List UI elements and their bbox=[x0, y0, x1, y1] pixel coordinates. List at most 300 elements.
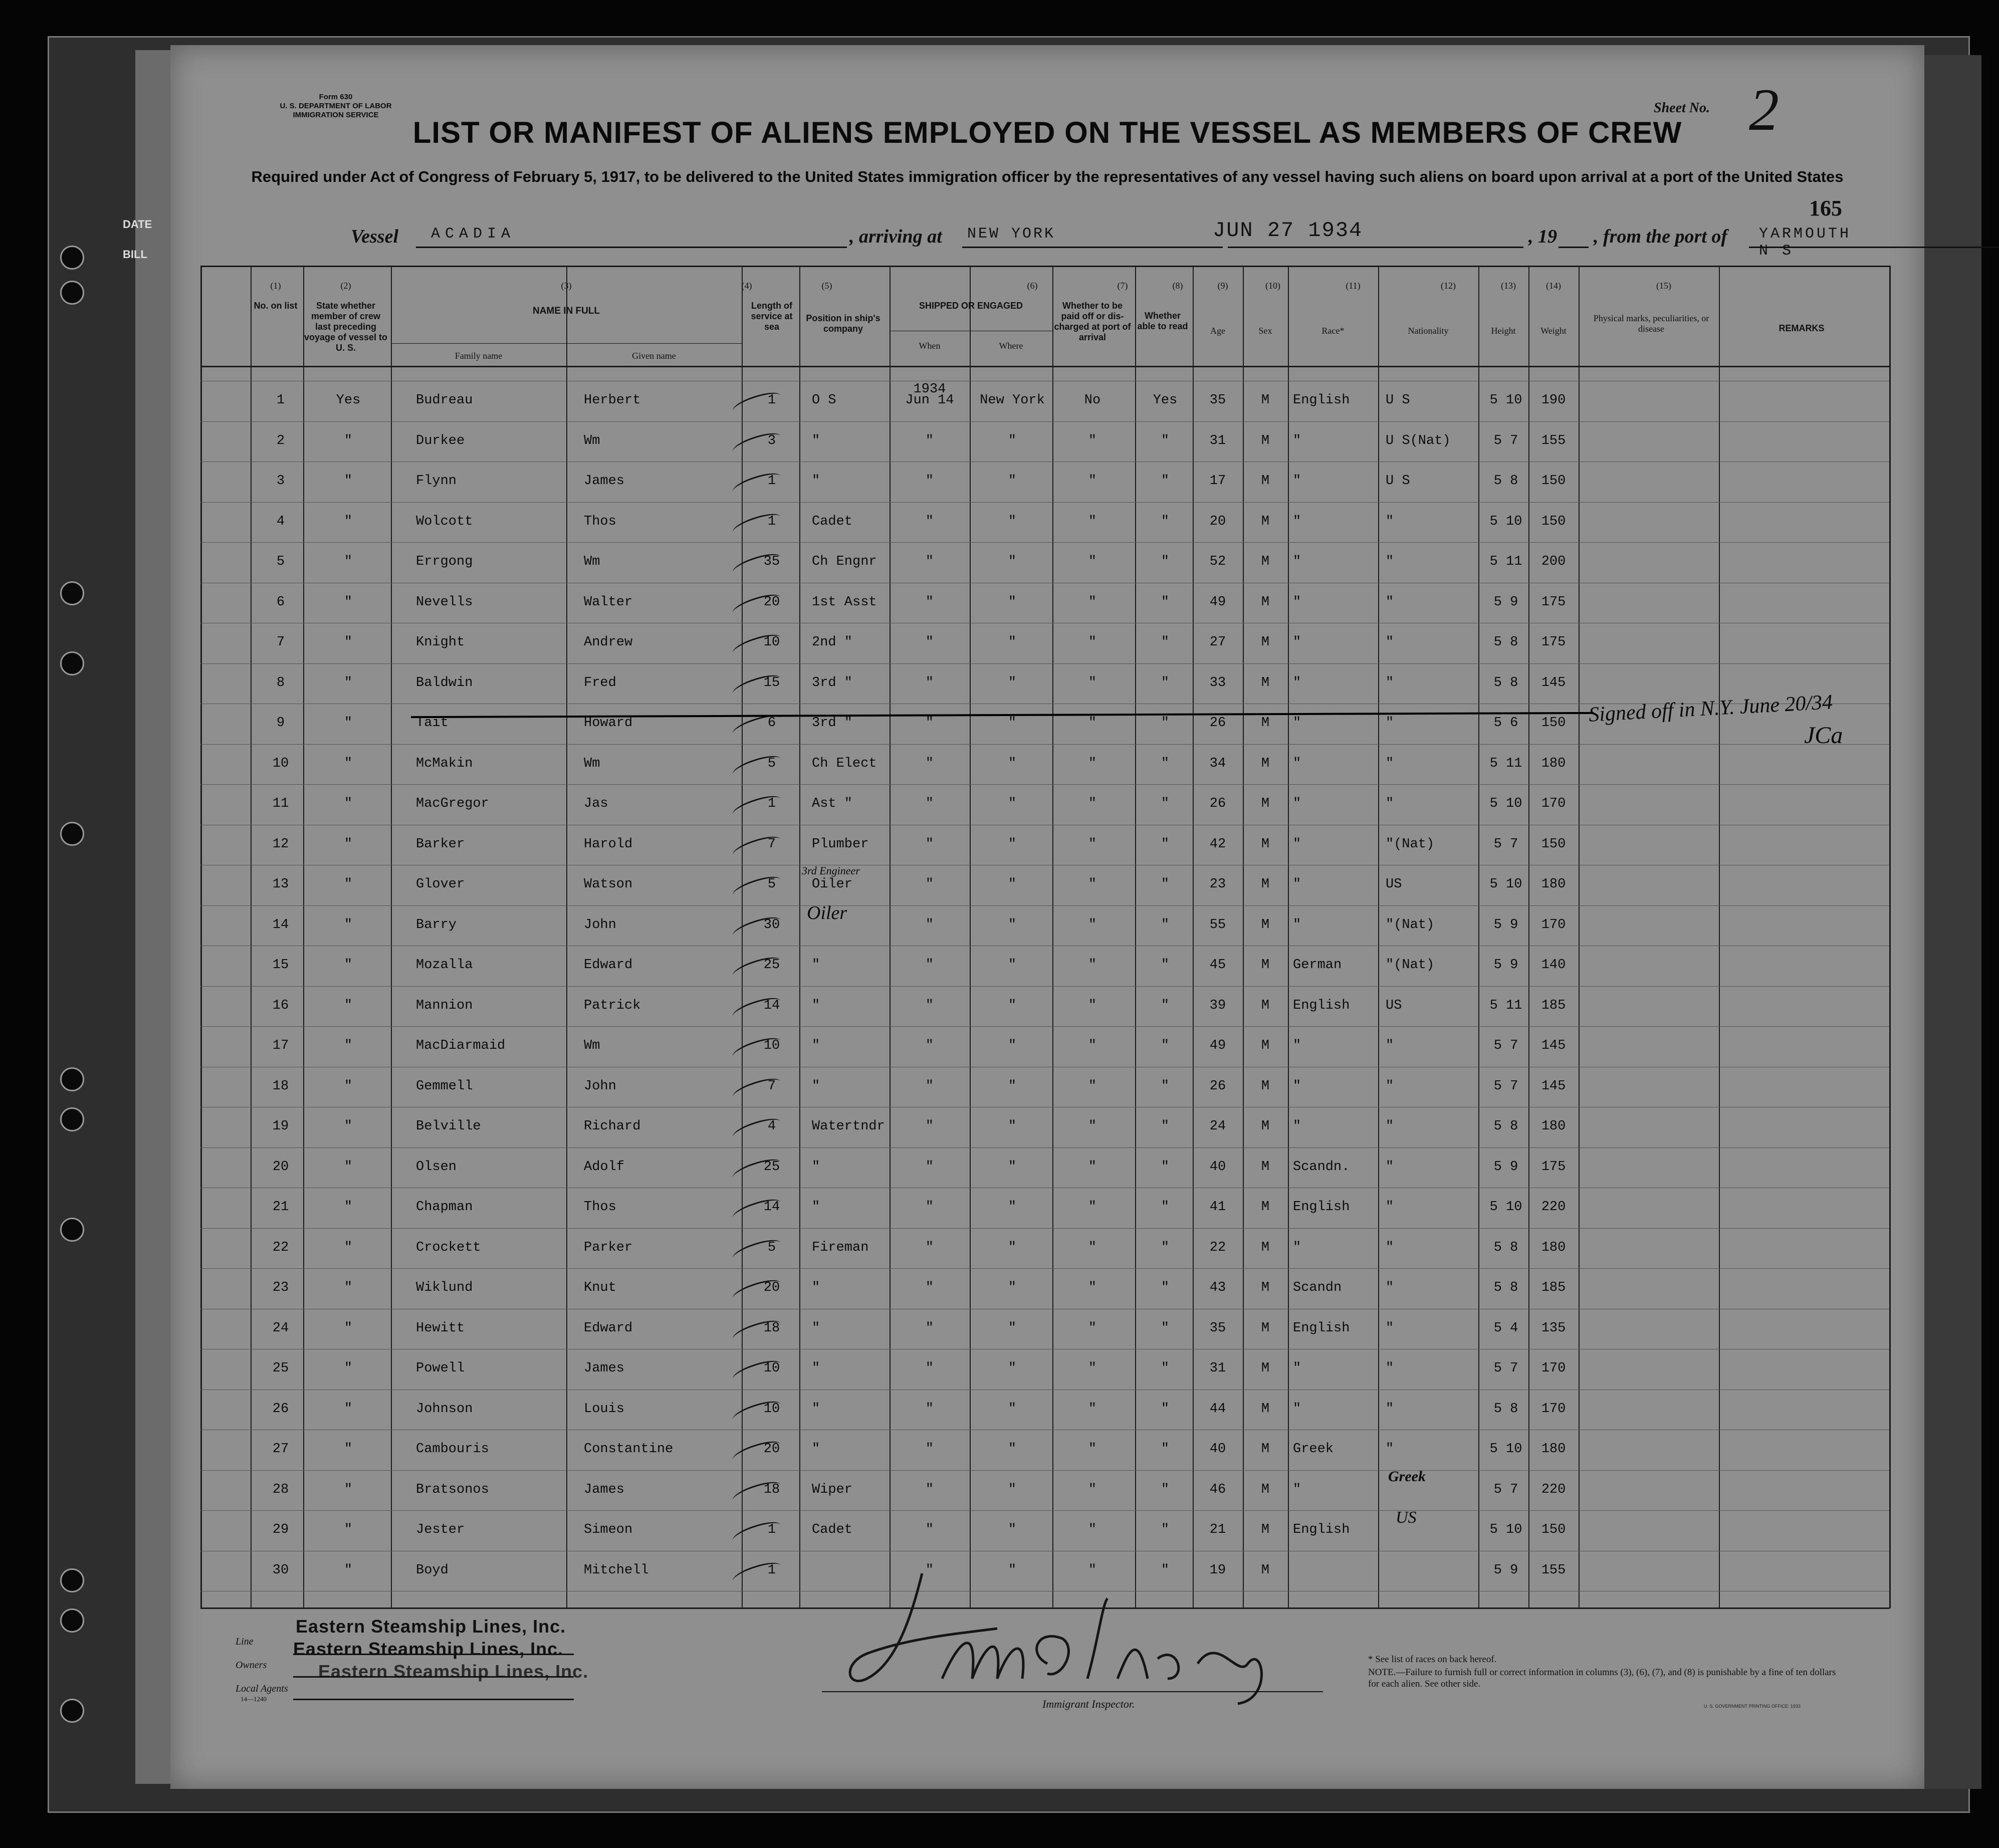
line-stamp: Eastern Steamship Lines, Inc. bbox=[296, 1616, 566, 1637]
cell-shipped-when: " bbox=[925, 796, 934, 812]
cell-age: 40 bbox=[1209, 1159, 1226, 1175]
cell-sex: M bbox=[1261, 917, 1270, 933]
table-row bbox=[200, 1430, 1889, 1470]
cell-sex: M bbox=[1261, 1320, 1270, 1336]
col-num-8: (8) bbox=[1172, 281, 1183, 291]
cell-weight: 145 bbox=[1541, 675, 1566, 690]
cell-family-name: Gemmell bbox=[416, 1078, 473, 1094]
cell-position: 1st Asst bbox=[812, 594, 877, 610]
cell-sex: M bbox=[1261, 716, 1270, 731]
cell-family-name: Jester bbox=[416, 1522, 465, 1538]
cell-age: 35 bbox=[1209, 393, 1226, 408]
cell-weight: 220 bbox=[1541, 1482, 1566, 1497]
cell-shipped-where: " bbox=[1008, 1522, 1017, 1538]
cell-row-number: 8 bbox=[276, 675, 285, 690]
inspector-label: Immigrant Inspector. bbox=[1042, 1698, 1135, 1710]
cell-shipped-where: " bbox=[1008, 756, 1017, 771]
cell-given-name: Knut bbox=[584, 1280, 616, 1296]
cell-row-number: 24 bbox=[272, 1320, 289, 1336]
cell-given-name: Jas bbox=[584, 796, 608, 812]
cell-able-read: " bbox=[1161, 635, 1170, 650]
cell-age: 26 bbox=[1209, 796, 1226, 812]
arrival-date: JUN 27 1934 bbox=[1213, 218, 1363, 243]
cell-service-years: 15 bbox=[763, 675, 780, 690]
cell-family-name: Belville bbox=[416, 1119, 481, 1134]
header-shipped: SHIPPED OR ENGAGED bbox=[919, 301, 1023, 311]
cell-previous-voyage: " bbox=[344, 796, 353, 812]
cell-shipped-when: " bbox=[925, 1119, 934, 1134]
cell-family-name: Barry bbox=[416, 917, 457, 933]
cell-paid-off: " bbox=[1088, 635, 1097, 650]
cell-given-name: Herbert bbox=[584, 393, 641, 408]
cell-previous-voyage: " bbox=[344, 1280, 353, 1296]
cell-shipped-where: New York bbox=[980, 393, 1045, 408]
cell-shipped-where: " bbox=[1008, 1280, 1017, 1296]
table-row bbox=[200, 986, 1889, 1027]
cell-age: 49 bbox=[1209, 1038, 1226, 1054]
cell-sex: M bbox=[1261, 1401, 1270, 1417]
cell-sex: M bbox=[1261, 1038, 1270, 1054]
cell-weight: 155 bbox=[1541, 1562, 1566, 1578]
cell-height: 5 8 bbox=[1493, 1119, 1518, 1134]
cell-able-read: " bbox=[1161, 675, 1170, 690]
cell-shipped-when: " bbox=[925, 998, 934, 1013]
cell-family-name: Mozalla bbox=[416, 958, 473, 973]
header-name-in-full: NAME IN FULL bbox=[532, 306, 600, 316]
cell-race: " bbox=[1293, 675, 1301, 690]
cell-able-read: " bbox=[1161, 1200, 1170, 1215]
cell-height: 5 8 bbox=[1493, 635, 1518, 650]
cell-sex: M bbox=[1261, 594, 1270, 610]
cell-row-number: 18 bbox=[272, 1078, 289, 1094]
cell-weight: 155 bbox=[1541, 433, 1566, 448]
table-row bbox=[200, 1228, 1889, 1269]
cell-shipped-where: " bbox=[1008, 1159, 1017, 1175]
cell-shipped-where: " bbox=[1008, 594, 1017, 610]
cell-age: 19 bbox=[1209, 1562, 1226, 1578]
cell-race: " bbox=[1293, 877, 1301, 892]
year-label: , 19 bbox=[1528, 226, 1557, 247]
cell-row-number: 10 bbox=[272, 756, 289, 771]
cell-position: Ch Elect bbox=[812, 756, 877, 771]
col-num-4: (4) bbox=[741, 281, 752, 291]
header-length-service: Length of service at sea bbox=[751, 301, 793, 332]
cell-able-read: " bbox=[1161, 998, 1170, 1013]
cell-weight: 175 bbox=[1541, 635, 1566, 650]
cell-weight: 170 bbox=[1541, 1361, 1566, 1376]
cell-weight: 175 bbox=[1541, 1159, 1566, 1175]
arriving-label: , arriving at bbox=[849, 226, 942, 247]
table-row bbox=[200, 946, 1889, 986]
cell-age: 45 bbox=[1209, 958, 1226, 973]
cell-paid-off: " bbox=[1088, 1280, 1097, 1296]
cell-row-number: 3 bbox=[276, 474, 285, 489]
cell-position: " bbox=[812, 1361, 820, 1376]
cell-weight: 220 bbox=[1541, 1200, 1566, 1215]
vessel-line bbox=[351, 218, 1854, 260]
arriving-port: NEW YORK bbox=[967, 225, 1056, 243]
local-agents-label: Local Agents bbox=[236, 1683, 288, 1694]
cell-position: Watertndr bbox=[812, 1119, 885, 1134]
cell-position: " bbox=[812, 958, 820, 973]
cell-previous-voyage: " bbox=[344, 958, 353, 973]
cell-shipped-where: " bbox=[1008, 836, 1017, 852]
cell-family-name: Glover bbox=[416, 877, 465, 892]
cell-weight: 180 bbox=[1541, 756, 1566, 771]
cell-nationality: US bbox=[1386, 877, 1402, 892]
cell-height: 5 11 bbox=[1489, 554, 1522, 570]
col-num-12: (12) bbox=[1441, 281, 1456, 291]
cell-shipped-when: " bbox=[925, 756, 934, 771]
cell-previous-voyage: " bbox=[344, 433, 353, 448]
cell-given-name: Simeon bbox=[584, 1522, 633, 1538]
cell-paid-off: " bbox=[1088, 1119, 1097, 1134]
cell-service-years: 7 bbox=[767, 836, 776, 852]
header-family-name: Family name bbox=[455, 351, 503, 361]
binder-hole bbox=[60, 651, 84, 675]
cell-able-read: Yes bbox=[1153, 393, 1178, 408]
cell-race: German bbox=[1293, 958, 1342, 973]
cell-weight: 140 bbox=[1541, 958, 1566, 973]
cell-paid-off: " bbox=[1088, 675, 1097, 690]
table-row bbox=[200, 623, 1889, 663]
cell-family-name: Wolcott bbox=[416, 514, 473, 529]
table-row bbox=[200, 1268, 1889, 1309]
cell-position: " bbox=[812, 1038, 820, 1054]
cell-previous-voyage: " bbox=[344, 877, 353, 892]
cell-given-name: Louis bbox=[584, 1401, 625, 1417]
cell-family-name: Cambouris bbox=[416, 1442, 489, 1457]
cell-family-name: Powell bbox=[416, 1361, 465, 1376]
cell-given-name: Wm bbox=[584, 1038, 600, 1054]
col-num-1: (1) bbox=[270, 281, 281, 291]
cell-paid-off: " bbox=[1088, 1200, 1097, 1215]
cell-row-number: 1 bbox=[276, 393, 285, 408]
cell-shipped-where: " bbox=[1008, 1401, 1017, 1417]
cell-shipped-where: " bbox=[1008, 1320, 1017, 1336]
cell-race: Scandn bbox=[1293, 1280, 1342, 1296]
cell-given-name: Howard bbox=[584, 716, 633, 731]
cell-race: " bbox=[1293, 514, 1301, 529]
cell-service-years: 20 bbox=[763, 1280, 780, 1296]
cell-row-number: 23 bbox=[272, 1280, 289, 1296]
cell-shipped-when: Jun 14 bbox=[905, 393, 954, 408]
cell-given-name: Wm bbox=[584, 433, 600, 448]
cell-position: " bbox=[812, 998, 820, 1013]
cell-weight: 150 bbox=[1541, 474, 1566, 489]
col-num-2: (2) bbox=[340, 281, 351, 291]
cell-row-number: 22 bbox=[272, 1240, 289, 1255]
cell-family-name: Barker bbox=[416, 836, 465, 852]
cell-nationality: " bbox=[1386, 756, 1394, 771]
cell-given-name: James bbox=[584, 1482, 625, 1497]
cell-family-name: MacDiarmaid bbox=[416, 1038, 506, 1054]
cell-family-name: Wiklund bbox=[416, 1280, 473, 1296]
cell-weight: 185 bbox=[1541, 998, 1566, 1013]
cell-family-name: Johnson bbox=[416, 1401, 473, 1417]
cell-sex: M bbox=[1261, 998, 1270, 1013]
cell-shipped-when: " bbox=[925, 1078, 934, 1094]
service-name: IMMIGRATION SERVICE bbox=[293, 111, 379, 119]
cell-row-number: 27 bbox=[272, 1442, 289, 1457]
binder-hole bbox=[60, 281, 84, 305]
cell-previous-voyage: " bbox=[344, 1401, 353, 1417]
col-num-10: (10) bbox=[1265, 281, 1280, 291]
cell-shipped-where: " bbox=[1008, 514, 1017, 529]
cell-height: 5 10 bbox=[1489, 514, 1522, 529]
inspector-signature bbox=[837, 1553, 1348, 1714]
cell-age: 55 bbox=[1209, 917, 1226, 933]
table-row bbox=[200, 905, 1889, 946]
cell-able-read: " bbox=[1161, 877, 1170, 892]
header-paid-off: Whether to be paid off or dis-charged at port of arrival bbox=[1054, 301, 1131, 342]
cell-nationality: "(Nat) bbox=[1386, 917, 1435, 933]
cell-shipped-where: " bbox=[1008, 474, 1017, 489]
cell-able-read: " bbox=[1161, 1562, 1170, 1578]
cell-able-read: " bbox=[1161, 1280, 1170, 1296]
cell-given-name: Fred bbox=[584, 675, 616, 690]
cell-paid-off: No bbox=[1084, 393, 1101, 408]
document-title: LIST OR MANIFEST OF ALIENS EMPLOYED ON THE VESSEL AS MEMBERS OF CREW bbox=[412, 116, 1682, 149]
cell-paid-off: " bbox=[1088, 796, 1097, 812]
col-num-7: (7) bbox=[1117, 281, 1128, 291]
cell-height: 5 11 bbox=[1489, 756, 1522, 771]
cell-able-read: " bbox=[1161, 836, 1170, 852]
cell-previous-voyage: Yes bbox=[336, 393, 361, 408]
cell-given-name: John bbox=[584, 1078, 616, 1094]
cell-row-number: 17 bbox=[272, 1038, 289, 1054]
cell-row-number: 7 bbox=[276, 635, 285, 650]
cell-previous-voyage: " bbox=[344, 756, 353, 771]
vessel-label: Vessel bbox=[351, 226, 398, 247]
cell-shipped-where: " bbox=[1008, 1361, 1017, 1376]
table-row bbox=[200, 381, 1889, 421]
cell-paid-off: " bbox=[1088, 716, 1097, 731]
cell-height: 5 9 bbox=[1493, 1159, 1518, 1175]
cell-position: Fireman bbox=[812, 1240, 869, 1255]
cell-shipped-when: " bbox=[925, 433, 934, 448]
cell-nationality: " bbox=[1386, 1442, 1394, 1457]
cell-row-number: 16 bbox=[272, 998, 289, 1013]
cell-able-read: " bbox=[1161, 1482, 1170, 1497]
cell-able-read: " bbox=[1161, 716, 1170, 731]
cell-shipped-where: " bbox=[1008, 958, 1017, 973]
cell-age: 49 bbox=[1209, 594, 1226, 610]
binder-hole bbox=[60, 1608, 84, 1633]
cell-nationality: " bbox=[1386, 1320, 1394, 1336]
cell-nationality: " bbox=[1386, 1038, 1394, 1054]
cell-given-name: Richard bbox=[584, 1119, 641, 1134]
cell-paid-off: " bbox=[1088, 1562, 1097, 1578]
cell-able-read: " bbox=[1161, 1119, 1170, 1134]
col-num-13: (13) bbox=[1501, 281, 1516, 291]
cell-sex: M bbox=[1261, 474, 1270, 489]
cell-service-years: 20 bbox=[763, 1442, 780, 1457]
cell-shipped-when: " bbox=[925, 1280, 934, 1296]
cell-service-years: 18 bbox=[763, 1482, 780, 1497]
cell-age: 31 bbox=[1209, 1361, 1226, 1376]
cell-shipped-where: " bbox=[1008, 635, 1017, 650]
cell-row-number: 5 bbox=[276, 554, 285, 570]
col-num-9: (9) bbox=[1217, 281, 1228, 291]
cell-shipped-when: " bbox=[925, 1442, 934, 1457]
cell-service-years: 10 bbox=[763, 1401, 780, 1417]
col-num-15: (15) bbox=[1656, 281, 1671, 291]
cell-family-name: Boyd bbox=[416, 1562, 449, 1578]
owners-stamp: Eastern Steamship Lines, Inc. bbox=[293, 1639, 564, 1659]
cell-weight: 180 bbox=[1541, 877, 1566, 892]
cell-sex: M bbox=[1261, 877, 1270, 892]
table-header-rule bbox=[391, 343, 742, 344]
header-able-read: Whether able to read bbox=[1137, 311, 1188, 331]
cell-weight: 150 bbox=[1541, 716, 1566, 731]
cell-row-number: 9 bbox=[276, 716, 285, 731]
cell-age: 31 bbox=[1209, 433, 1226, 448]
cell-family-name: Mannion bbox=[416, 998, 473, 1013]
document-subtitle: Required under Act of Congress of February 5, 1917, to be delivered to the United States immigration officer by the representatives of any vessel having such aliens on board upon arrival at a port of the United States bbox=[251, 168, 1844, 185]
table-row bbox=[200, 583, 1889, 623]
cell-shipped-when: " bbox=[925, 1482, 934, 1497]
cell-able-read: " bbox=[1161, 1442, 1170, 1457]
cell-sex: M bbox=[1261, 393, 1270, 408]
cell-able-read: " bbox=[1161, 514, 1170, 529]
cell-height: 5 7 bbox=[1493, 836, 1518, 852]
cell-service-years: 20 bbox=[763, 594, 780, 610]
cell-age: 42 bbox=[1209, 836, 1226, 852]
margin-label-date: DATE bbox=[123, 218, 152, 230]
table-row bbox=[200, 1147, 1889, 1188]
cell-position: " bbox=[812, 1280, 820, 1296]
cell-given-name: Parker bbox=[584, 1240, 633, 1255]
cell-nationality: U S bbox=[1386, 474, 1410, 489]
cell-race: English bbox=[1293, 998, 1350, 1013]
table-row bbox=[200, 1188, 1889, 1228]
cell-able-read: " bbox=[1161, 433, 1170, 448]
cell-paid-off: " bbox=[1088, 1240, 1097, 1255]
cell-shipped-where: " bbox=[1008, 675, 1017, 690]
cell-race: " bbox=[1293, 917, 1301, 933]
cell-shipped-when: " bbox=[925, 958, 934, 973]
cell-able-read: " bbox=[1161, 1320, 1170, 1336]
cell-able-read: " bbox=[1161, 1361, 1170, 1376]
binder-strip bbox=[135, 50, 170, 1784]
cell-weight: 135 bbox=[1541, 1320, 1566, 1336]
cell-position: Ast " bbox=[812, 796, 853, 812]
cell-race: " bbox=[1293, 635, 1301, 650]
cell-height: 5 10 bbox=[1489, 796, 1522, 812]
cell-race: " bbox=[1293, 554, 1301, 570]
cell-previous-voyage: " bbox=[344, 1522, 353, 1538]
cell-row-number: 19 bbox=[272, 1119, 289, 1134]
cell-race: " bbox=[1293, 433, 1301, 448]
cell-race: English bbox=[1293, 393, 1350, 408]
cell-able-read: " bbox=[1161, 1078, 1170, 1094]
cell-height: 5 8 bbox=[1493, 474, 1518, 489]
header-weight: Weight bbox=[1540, 326, 1567, 336]
cell-shipped-when: " bbox=[925, 1562, 934, 1578]
cell-height: 5 11 bbox=[1489, 998, 1522, 1013]
cell-row-number: 15 bbox=[272, 958, 289, 973]
cell-shipped-where: " bbox=[1008, 796, 1017, 812]
table-row bbox=[200, 1067, 1889, 1107]
cell-race: " bbox=[1293, 716, 1301, 731]
binder-hole bbox=[60, 1568, 84, 1592]
cell-sex: M bbox=[1261, 1562, 1270, 1578]
cell-shipped-when: " bbox=[925, 917, 934, 933]
handwritten-remark-row8: Signed off in N.Y. June 20/34 bbox=[1588, 690, 1834, 727]
binder-hole bbox=[60, 1218, 84, 1242]
cell-service-years: 25 bbox=[763, 1159, 780, 1175]
cell-row-number: 26 bbox=[272, 1401, 289, 1417]
cell-age: 39 bbox=[1209, 998, 1226, 1013]
cell-row-number: 21 bbox=[272, 1200, 289, 1215]
sheet-number: 2 bbox=[1749, 76, 1779, 143]
cell-row-number: 11 bbox=[272, 796, 289, 812]
penalty-note: NOTE.—Failure to furnish full or correct information in columns (3), (6), (7), and (8) is punishable by a fine of ten dollars for each alien. See other side. bbox=[1368, 1667, 1836, 1689]
cell-weight: 200 bbox=[1541, 554, 1566, 570]
cell-shipped-where: " bbox=[1008, 433, 1017, 448]
cell-height: 5 10 bbox=[1489, 1522, 1522, 1538]
cell-paid-off: " bbox=[1088, 1442, 1097, 1457]
cell-weight: 145 bbox=[1541, 1038, 1566, 1054]
cell-position: O S bbox=[812, 393, 836, 408]
cell-able-read: " bbox=[1161, 756, 1170, 771]
cell-previous-voyage: " bbox=[344, 716, 353, 731]
cell-sex: M bbox=[1261, 1482, 1270, 1497]
cell-position: Plumber bbox=[812, 836, 869, 852]
table-header-rule bbox=[200, 366, 1889, 367]
cell-position: " bbox=[812, 1442, 820, 1457]
cell-weight: 170 bbox=[1541, 1401, 1566, 1417]
cell-age: 43 bbox=[1209, 1280, 1226, 1296]
cell-previous-voyage: " bbox=[344, 998, 353, 1013]
cell-weight: 185 bbox=[1541, 1280, 1566, 1296]
handwritten-nationality-row28: Greek bbox=[1388, 1468, 1426, 1485]
cell-height: 5 7 bbox=[1493, 1361, 1518, 1376]
table-row bbox=[200, 1026, 1889, 1067]
cell-shipped-when: " bbox=[925, 1361, 934, 1376]
cell-sex: M bbox=[1261, 1159, 1270, 1175]
cell-nationality: " bbox=[1386, 514, 1394, 529]
cell-row-number: 29 bbox=[272, 1522, 289, 1538]
cell-shipped-when: " bbox=[925, 594, 934, 610]
cell-shipped-when: " bbox=[925, 1240, 934, 1255]
cell-sex: M bbox=[1261, 433, 1270, 448]
vessel-name: ACADIA bbox=[431, 225, 516, 243]
cell-shipped-where: " bbox=[1008, 1200, 1017, 1215]
cell-family-name: Durkee bbox=[416, 433, 465, 448]
cell-paid-off: " bbox=[1088, 1159, 1097, 1175]
cell-shipped-when: " bbox=[925, 1200, 934, 1215]
cell-given-name: Constantine bbox=[584, 1442, 674, 1457]
cell-sex: M bbox=[1261, 1119, 1270, 1134]
cell-row-number: 28 bbox=[272, 1482, 289, 1497]
cell-race: English bbox=[1293, 1320, 1350, 1336]
cell-paid-off: " bbox=[1088, 917, 1097, 933]
cell-given-name: Watson bbox=[584, 877, 633, 892]
form-number: Form 630 bbox=[319, 93, 353, 101]
cell-service-years: 35 bbox=[763, 554, 780, 570]
cell-shipped-when: " bbox=[925, 1038, 934, 1054]
cell-paid-off: " bbox=[1088, 756, 1097, 771]
cell-shipped-when: " bbox=[925, 1159, 934, 1175]
cell-age: 41 bbox=[1209, 1200, 1226, 1215]
header-no-on-list: No. on list bbox=[254, 301, 298, 311]
cell-service-years: 1 bbox=[767, 1522, 776, 1538]
cell-shipped-when: " bbox=[925, 716, 934, 731]
cell-sex: M bbox=[1261, 1078, 1270, 1094]
cell-race: " bbox=[1293, 1038, 1301, 1054]
